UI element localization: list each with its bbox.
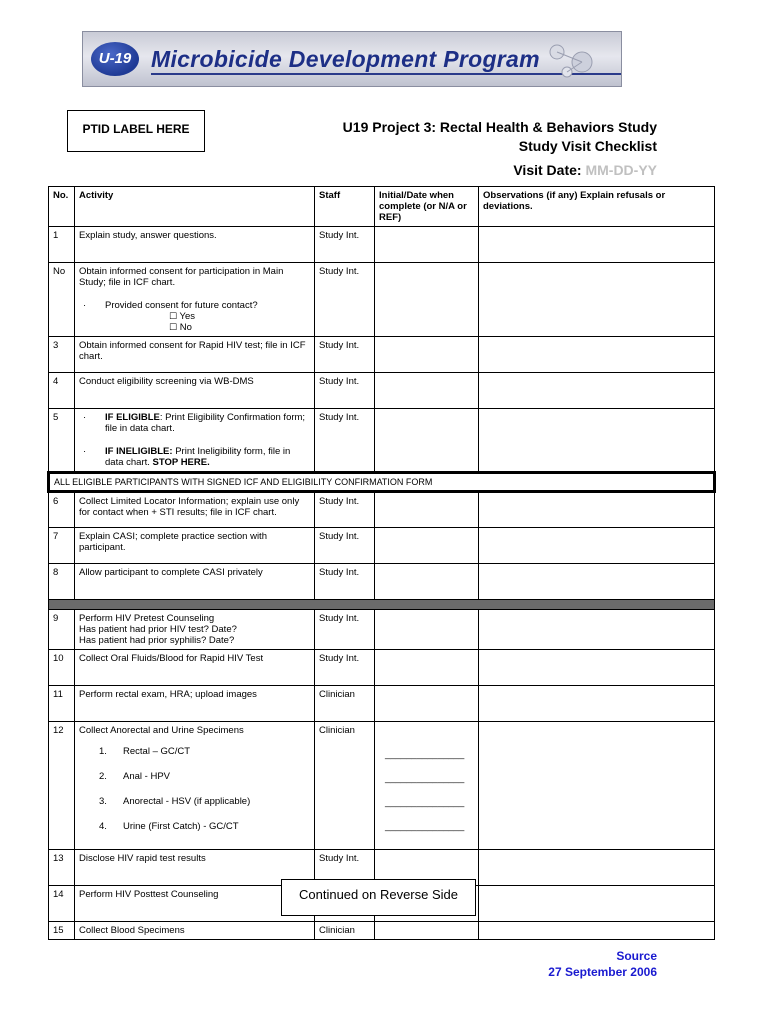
row-activity bbox=[75, 409, 315, 473]
row-activity: Explain CASI; complete practice section with participant. bbox=[75, 528, 315, 564]
row-staff: Study Int. bbox=[315, 227, 375, 263]
ineligible-text: Print Ineligibility form, file in data chart. bbox=[105, 446, 291, 468]
visit-date-field[interactable]: MM-DD-YY bbox=[585, 162, 657, 178]
row-number: 4 bbox=[49, 373, 75, 409]
row-activity: Obtain informed consent for Rapid HIV test; file in ICF chart. bbox=[75, 337, 315, 373]
eligible-label: IF ELIGIBLE bbox=[105, 412, 160, 423]
initial-date-cell[interactable] bbox=[375, 409, 479, 473]
initial-date-cell[interactable] bbox=[375, 337, 479, 373]
header-no: No. bbox=[49, 187, 75, 227]
initial-date-cell[interactable] bbox=[375, 610, 479, 650]
document-title bbox=[343, 118, 657, 156]
bullet-icon: · bbox=[83, 412, 87, 423]
initial-date-cell[interactable] bbox=[375, 373, 479, 409]
observations-cell[interactable] bbox=[479, 564, 715, 600]
row-activity: Collect Limited Locator Information; explain use only for contact when + STI results; file in ICF chart. bbox=[75, 492, 315, 528]
visit-checklist-table bbox=[47, 186, 716, 940]
initial-date-cell[interactable] bbox=[375, 492, 479, 528]
item-number: 4. bbox=[99, 821, 107, 832]
row-number: 3 bbox=[49, 337, 75, 373]
u19-logo: U-19 bbox=[91, 42, 139, 76]
initial-date-cell[interactable] bbox=[375, 528, 479, 564]
item-text: Anorectal - HSV (if applicable) bbox=[123, 796, 251, 807]
observations-cell[interactable] bbox=[479, 373, 715, 409]
observations-cell[interactable] bbox=[479, 528, 715, 564]
ptid-label-box: PTID LABEL HERE bbox=[67, 110, 205, 152]
initial-date-cell[interactable] bbox=[375, 650, 479, 686]
list-item bbox=[79, 746, 310, 757]
row-staff: Study Int. bbox=[315, 528, 375, 564]
observations-cell[interactable] bbox=[479, 337, 715, 373]
row-staff: Study Int. bbox=[315, 650, 375, 686]
row-number: 11 bbox=[49, 686, 75, 722]
yes-label: Yes bbox=[179, 311, 196, 322]
blank-field[interactable]: _______________ bbox=[385, 821, 465, 832]
table-row bbox=[49, 686, 715, 722]
future-contact-question bbox=[79, 300, 310, 311]
specimen-blanks bbox=[385, 749, 474, 845]
bullet-icon: · bbox=[83, 446, 87, 457]
molecule-decoration-icon bbox=[537, 38, 607, 82]
eligible-instruction bbox=[79, 412, 310, 434]
table-row bbox=[49, 528, 715, 564]
divider-bar bbox=[49, 600, 715, 610]
row-staff: Study Int. bbox=[315, 564, 375, 600]
table-row bbox=[49, 373, 715, 409]
row-activity-text: Obtain informed consent for participation in Main Study; file in ICF chart. bbox=[79, 266, 284, 288]
table-row bbox=[49, 409, 715, 473]
table-row bbox=[49, 337, 715, 373]
row-activity: Collect Oral Fluids/Blood for Rapid HIV Test bbox=[75, 650, 315, 686]
section-divider bbox=[49, 600, 715, 610]
header-activity: Activity bbox=[75, 187, 315, 227]
program-banner bbox=[82, 31, 622, 87]
list-item bbox=[79, 796, 310, 807]
table-row bbox=[49, 922, 715, 940]
initial-date-cell[interactable] bbox=[375, 922, 479, 940]
row-staff: Clinician bbox=[315, 686, 375, 722]
table-row bbox=[49, 263, 715, 337]
row-staff: Study Int. bbox=[315, 610, 375, 650]
yes-option[interactable] bbox=[79, 311, 310, 322]
row-staff: Study Int. bbox=[315, 850, 375, 886]
row-staff: Clinician bbox=[315, 922, 375, 940]
row-activity-text: Collect Anorectal and Urine Specimens bbox=[79, 725, 244, 736]
stop-here-text: STOP HERE. bbox=[152, 457, 210, 468]
item-text: Urine (First Catch) - GC/CT bbox=[123, 821, 239, 832]
row-staff: Clinician bbox=[315, 722, 375, 850]
pretest-line: Perform HIV Pretest Counseling bbox=[79, 613, 215, 624]
source-label: Source bbox=[616, 949, 657, 963]
row-number: 14 bbox=[49, 886, 75, 922]
row-staff: Study Int. bbox=[315, 373, 375, 409]
header-initial-date: Initial/Date when complete (or N/A or REF) bbox=[375, 187, 479, 227]
future-contact-text: Provided consent for future contact? bbox=[105, 300, 258, 311]
table-row bbox=[49, 610, 715, 650]
item-text: Rectal – GC/CT bbox=[123, 746, 191, 757]
visit-date-label: Visit Date: bbox=[513, 162, 582, 178]
eligible-participants-band bbox=[49, 473, 715, 492]
blank-field[interactable]: _______________ bbox=[385, 773, 465, 784]
prior-hiv-line: Has patient had prior HIV test? Date? bbox=[79, 624, 237, 635]
row-number: 7 bbox=[49, 528, 75, 564]
row-number: 13 bbox=[49, 850, 75, 886]
table-row bbox=[49, 492, 715, 528]
header-observations: Observations (if any) Explain refusals or deviations. bbox=[479, 187, 715, 227]
list-item bbox=[79, 821, 310, 832]
banner-title: Microbicide Development Program bbox=[151, 46, 540, 72]
initial-date-cell[interactable] bbox=[375, 263, 479, 337]
item-text: Anal - HPV bbox=[123, 771, 170, 782]
row-activity: Perform rectal exam, HRA; upload images bbox=[75, 686, 315, 722]
item-number: 1. bbox=[99, 746, 107, 757]
row-number: 10 bbox=[49, 650, 75, 686]
prior-syphilis-line: Has patient had prior syphilis? Date? bbox=[79, 635, 235, 646]
table-row bbox=[49, 722, 715, 850]
observations-cell[interactable] bbox=[479, 263, 715, 337]
row-number: 9 bbox=[49, 610, 75, 650]
title-line-1: U19 Project 3: Rectal Health & Behaviors Study bbox=[342, 119, 657, 135]
row-activity: Explain study, answer questions. bbox=[75, 227, 315, 263]
item-number: 2. bbox=[99, 771, 107, 782]
observations-cell[interactable] bbox=[479, 922, 715, 940]
initial-date-cell[interactable] bbox=[375, 564, 479, 600]
checkbox-icon[interactable]: ☐ bbox=[169, 312, 178, 322]
visit-date bbox=[513, 162, 657, 178]
observations-cell[interactable] bbox=[479, 227, 715, 263]
observations-cell[interactable] bbox=[479, 610, 715, 650]
observations-cell[interactable] bbox=[479, 650, 715, 686]
row-number: 8 bbox=[49, 564, 75, 600]
no-option[interactable] bbox=[79, 322, 310, 333]
row-activity: Perform HIV Posttest Counseling bbox=[75, 886, 315, 922]
row-staff: Study Int. bbox=[315, 409, 375, 473]
checkbox-icon[interactable]: ☐ bbox=[169, 323, 178, 333]
band-text: ALL ELIGIBLE PARTICIPANTS WITH SIGNED ICF AND ELIGIBILITY CONFIRMATION FORM bbox=[49, 473, 715, 492]
row-number: 15 bbox=[49, 922, 75, 940]
bullet-icon: · bbox=[83, 300, 87, 311]
row-staff: Study Int. bbox=[315, 263, 375, 337]
row-activity bbox=[75, 610, 315, 650]
continued-on-reverse-note: Continued on Reverse Side bbox=[281, 879, 476, 916]
row-number: 6 bbox=[49, 492, 75, 528]
row-activity: Disclose HIV rapid test results bbox=[75, 850, 315, 886]
row-activity bbox=[75, 263, 315, 337]
row-number: 12 bbox=[49, 722, 75, 850]
no-label: No bbox=[179, 322, 192, 333]
row-activity bbox=[75, 722, 315, 850]
header-staff: Staff bbox=[315, 187, 375, 227]
source-footer bbox=[548, 948, 657, 980]
row-activity: Allow participant to complete CASI privately bbox=[75, 564, 315, 600]
row-activity: Conduct eligibility screening via WB-DMS bbox=[75, 373, 315, 409]
eligible-text: : Print Eligibility Confirmation form; file in data chart. bbox=[105, 412, 306, 434]
row-number: 5 bbox=[49, 409, 75, 473]
blank-field[interactable]: _______________ bbox=[385, 797, 465, 808]
observations-cell[interactable] bbox=[479, 492, 715, 528]
title-line-2: Study Visit Checklist bbox=[518, 138, 657, 154]
observations-cell[interactable] bbox=[479, 686, 715, 722]
ineligible-label: IF INELIGIBLE: bbox=[105, 446, 173, 457]
initial-date-cell[interactable] bbox=[375, 722, 479, 850]
table-row bbox=[49, 564, 715, 600]
table-row bbox=[49, 650, 715, 686]
initial-date-cell[interactable] bbox=[375, 686, 479, 722]
table-row bbox=[49, 227, 715, 263]
row-staff: Study Int. bbox=[315, 337, 375, 373]
observations-cell[interactable] bbox=[479, 722, 715, 850]
row-activity: Collect Blood Specimens bbox=[75, 922, 315, 940]
observations-cell[interactable] bbox=[479, 409, 715, 473]
table-header-row bbox=[49, 187, 715, 227]
row-staff: Study Int. bbox=[315, 492, 375, 528]
ineligible-instruction bbox=[79, 446, 310, 468]
source-date: 27 September 2006 bbox=[548, 965, 657, 979]
observations-cell[interactable] bbox=[479, 850, 715, 886]
blank-field[interactable]: _______________ bbox=[385, 749, 465, 760]
item-number: 3. bbox=[99, 796, 107, 807]
list-item bbox=[79, 771, 310, 782]
initial-date-cell[interactable] bbox=[375, 227, 479, 263]
observations-cell[interactable] bbox=[479, 886, 715, 922]
row-number: 1 bbox=[49, 227, 75, 263]
row-number: No bbox=[49, 263, 75, 337]
specimen-list bbox=[79, 746, 310, 832]
